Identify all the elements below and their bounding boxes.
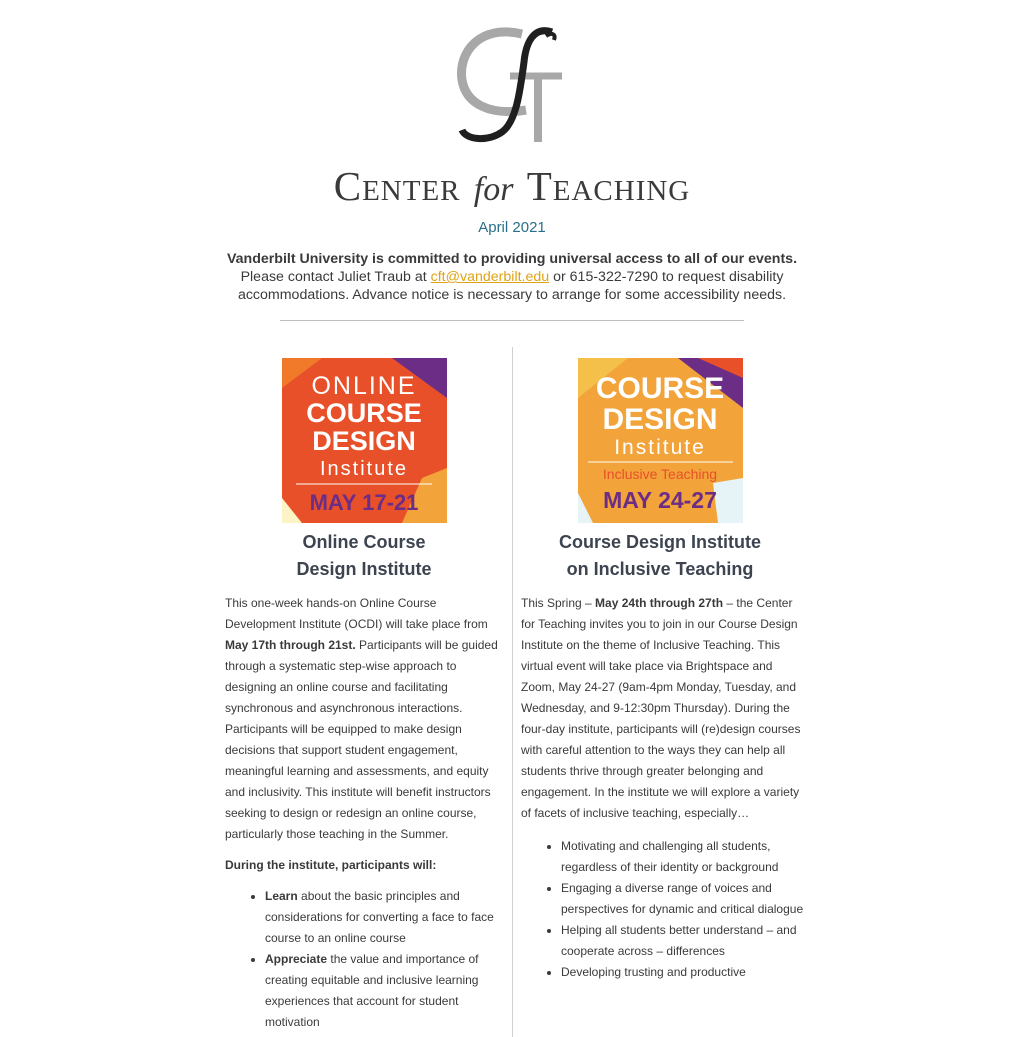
outcome-text: about the basic principles and considerations for converting a face to face course to an online course [265, 889, 494, 945]
cdi-title [516, 529, 804, 583]
ocdi-desc-c: Participants will be guided through a systematic step-wise approach to designing an online course and facilitating synchronous and asynchronous interactions. Participants will be equipped to make design decisions that support student engagement, meaningful learning and assessments, and equity and inclusivity. This institute will benefit instructors seeking to design or redesign an online course, particularly those teaching in the Summer. [225, 638, 498, 841]
list-item [265, 886, 508, 949]
ocdi-description [220, 593, 508, 845]
ocdi-badge-image[interactable] [282, 358, 447, 523]
list-item: • Helping all students better understand – and cooperate across – differences [561, 920, 804, 962]
ocdi-outcomes-list [220, 886, 508, 1033]
cdi-badge-institute: Institute [613, 436, 706, 459]
ocdi-badge-online: ONLINE [310, 372, 417, 400]
ocdi-badge-design: DESIGN [311, 426, 416, 456]
accessibility-statement: Vanderbilt University is committed to providing universal access to all of our events. [226, 251, 798, 267]
ocdi-column [220, 358, 508, 1033]
ocdi-badge-institute: Institute [319, 458, 408, 480]
cft-logo[interactable] [290, 22, 734, 209]
cdi-desc-a: This Spring – [521, 596, 592, 610]
cdi-title-line1: Course Design Institute [558, 532, 762, 552]
accessibility-contact-post: or 615-322-7290 to request disability accommodations. Advance notice is necessary to arrange for some accessibility needs. [237, 269, 787, 303]
cdi-title-line2: on Inclusive Teaching [566, 559, 754, 579]
wordmark-teaching: Teaching [526, 163, 691, 209]
ocdi-desc-dates: May 17th through 21st. [225, 638, 356, 652]
outcome-verb: Learn [265, 889, 298, 903]
cdi-badge-image[interactable] [578, 358, 743, 523]
ocdi-title-line2: Design Institute [296, 559, 432, 579]
outcome-text: the value and importance of creating equitable and inclusive learning experiences that account for student motivation [265, 952, 479, 1029]
cdi-badge-design: DESIGN [601, 403, 718, 436]
cdi-desc-c: – the Center for Teaching invites you to join in our Course Design Institute on the theme of Inclusive Teaching. This virtual event will take place via Brightspace and Zoom, May 24-27 (9am-4pm Monday, Tuesday, and Wednesday, and 9-12:30pm Thursday). During the four-day institute, participants will (re)design courses with careful attention to the ways they can help all students thrive through greater belonging and engagement. In the institute we will explore a variety of facets of inclusive teaching, especially… [521, 596, 801, 820]
cdi-badge-course: COURSE [595, 372, 724, 405]
ocdi-desc-a: This one-week hands-on Online Course Development Institute (OCDI) will take place from [225, 596, 488, 631]
cdi-badge-dates: MAY 24-27 [602, 487, 717, 513]
list-item: • Engaging a diverse range of voices and perspectives for dynamic and critical dialogue [561, 878, 804, 920]
outcome-verb: Appreciate [265, 952, 328, 966]
cdi-badge-theme: Inclusive Teaching [602, 466, 717, 482]
ocdi-badge-dates: MAY 17-21 [309, 490, 418, 515]
header-divider [280, 320, 744, 321]
wordmark-center: Center [333, 163, 461, 209]
wordmark-for: for [473, 171, 514, 208]
column-divider [512, 347, 513, 1037]
issue-date: April 2021 [478, 219, 546, 236]
contact-email-link[interactable]: cft@vanderbilt.edu [430, 269, 550, 285]
list-item: • Motivating and challenging all students, regardless of their identity or background [561, 836, 804, 878]
accessibility-notice [210, 250, 814, 304]
cdi-column [516, 358, 804, 983]
ocdi-badge-course: COURSE [305, 398, 422, 428]
cft-monogram-icon [290, 22, 734, 162]
cdi-desc-dates: May 24th through 27th [595, 596, 724, 610]
list-item [265, 949, 508, 1033]
list-item: • Developing trusting and productive [561, 962, 804, 983]
cdi-description [516, 593, 804, 824]
accessibility-contact-pre: Please contact Juliet Traub at [240, 269, 427, 285]
ocdi-outcomes-heading: During the institute, participants will: [225, 858, 437, 872]
ocdi-title-line1: Online Course [302, 532, 426, 552]
cft-wordmark [290, 162, 734, 210]
ocdi-title [220, 529, 508, 583]
cdi-facets-list [516, 836, 804, 983]
